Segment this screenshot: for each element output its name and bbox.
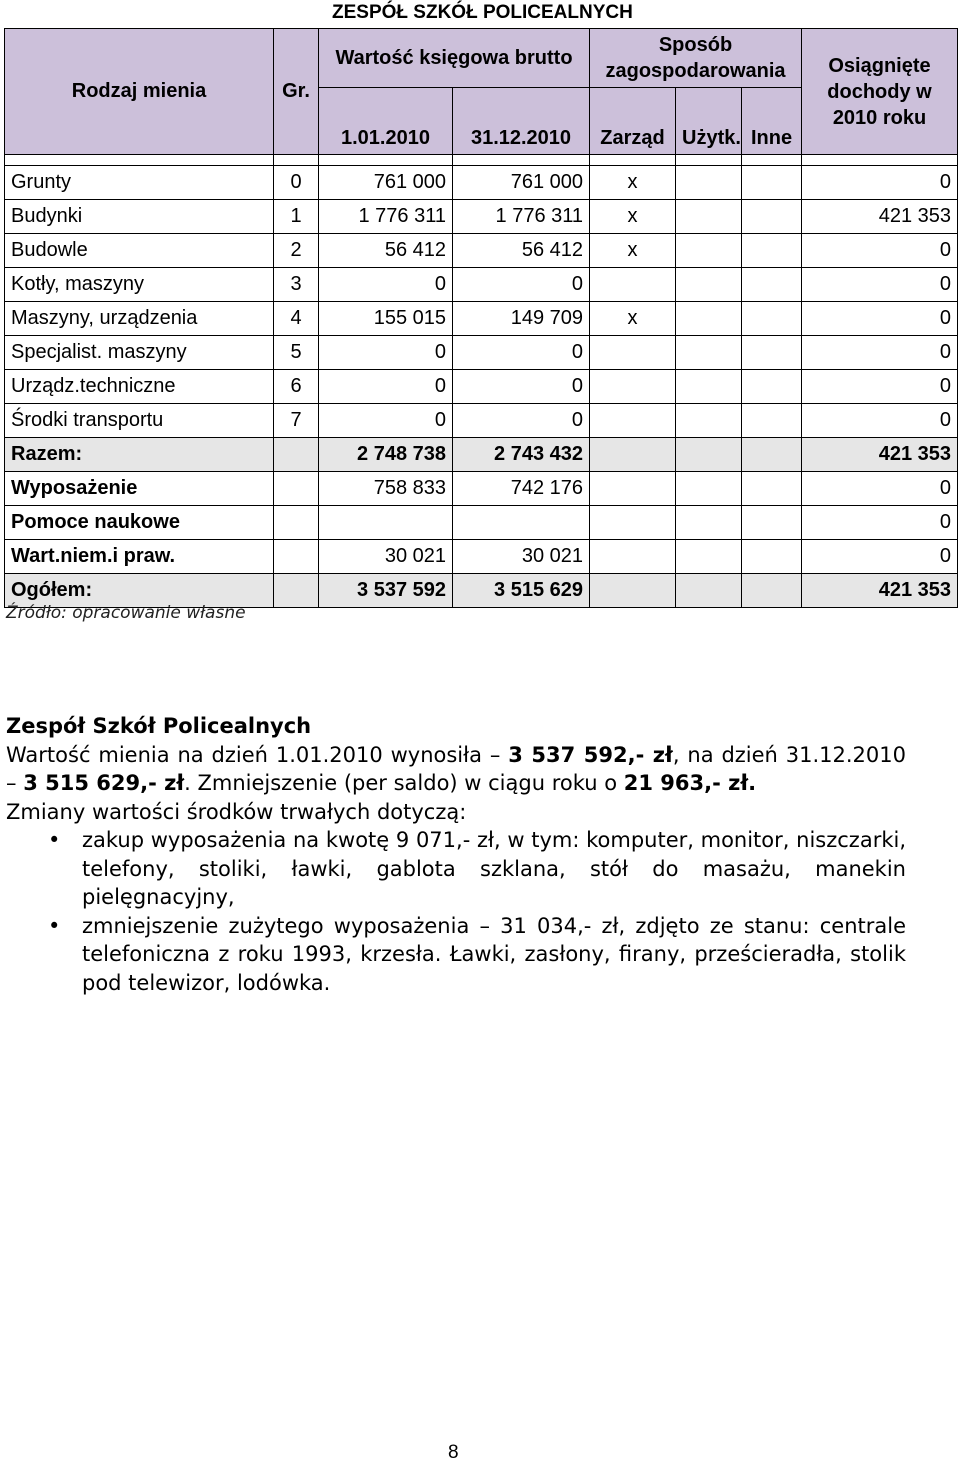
header-uzytk: Użytk. bbox=[676, 88, 742, 155]
value-end-cell: 0 bbox=[453, 336, 590, 370]
income-cell: 0 bbox=[802, 370, 958, 404]
razem-row bbox=[5, 438, 958, 472]
inne-cell bbox=[742, 472, 802, 506]
table-row bbox=[5, 540, 958, 574]
value-start-cell: 1 776 311 bbox=[319, 200, 453, 234]
value-start-cell: 0 bbox=[319, 370, 453, 404]
zarzad-cell: x bbox=[590, 302, 676, 336]
inne-cell bbox=[742, 336, 802, 370]
group-cell: 1 bbox=[274, 200, 319, 234]
value-start-cell bbox=[319, 506, 453, 540]
group-cell: 5 bbox=[274, 336, 319, 370]
zarzad-cell bbox=[590, 438, 676, 472]
changes-intro: Zmiany wartości środków trwałych dotyczą: bbox=[6, 799, 467, 824]
asset-name-cell: Grunty bbox=[5, 166, 274, 200]
asset-name-cell: Kotły, maszyny bbox=[5, 268, 274, 302]
value-end-cell: 742 176 bbox=[453, 472, 590, 506]
income-cell: 0 bbox=[802, 302, 958, 336]
value-end-cell: 3 515 629 bbox=[453, 574, 590, 608]
inne-cell bbox=[742, 574, 802, 608]
asset-name-cell: Ogółem: bbox=[5, 574, 274, 608]
value-end-cell: 0 bbox=[453, 370, 590, 404]
uzytk-cell bbox=[676, 336, 742, 370]
uzytk-cell bbox=[676, 540, 742, 574]
zarzad-cell: x bbox=[590, 234, 676, 268]
asset-name-cell: Maszyny, urządzenia bbox=[5, 302, 274, 336]
header-wartosc-ksiegowa: Wartość księgowa brutto bbox=[319, 29, 590, 88]
value-end-cell: 1 776 311 bbox=[453, 200, 590, 234]
header-date-end: 31.12.2010 bbox=[453, 88, 590, 155]
asset-name-cell: Urządz.techniczne bbox=[5, 370, 274, 404]
page-number: 8 bbox=[448, 1442, 459, 1463]
income-cell: 0 bbox=[802, 336, 958, 370]
zarzad-cell bbox=[590, 574, 676, 608]
zarzad-cell bbox=[590, 540, 676, 574]
group-cell: 4 bbox=[274, 302, 319, 336]
table-row bbox=[5, 234, 958, 268]
income-cell: 0 bbox=[802, 268, 958, 302]
uzytk-cell bbox=[676, 200, 742, 234]
group-cell: 6 bbox=[274, 370, 319, 404]
table-row bbox=[5, 370, 958, 404]
bullet-icon: • bbox=[48, 913, 61, 938]
zarzad-cell bbox=[590, 370, 676, 404]
group-cell bbox=[274, 438, 319, 472]
uzytk-cell bbox=[676, 268, 742, 302]
uzytk-cell bbox=[676, 438, 742, 472]
uzytk-cell bbox=[676, 404, 742, 438]
inne-cell bbox=[742, 200, 802, 234]
table-row bbox=[5, 200, 958, 234]
zarzad-cell bbox=[590, 472, 676, 506]
header-sposob-zagospodarowania: Sposób zagospodarowania bbox=[590, 29, 802, 88]
value-summary-paragraph: Wartość mienia na dzień 1.01.2010 wynosiła – 3 537 592,- zł, na dzień 31.12.2010 – 3 515 629,- zł. Zmniejszenie (per saldo) w ciągu roku o 21 963,- zł. bbox=[6, 742, 906, 795]
zarzad-cell bbox=[590, 404, 676, 438]
zarzad-cell: x bbox=[590, 200, 676, 234]
value-start-cell: 0 bbox=[319, 404, 453, 438]
group-cell bbox=[274, 472, 319, 506]
group-cell bbox=[274, 506, 319, 540]
table-row bbox=[5, 472, 958, 506]
asset-name-cell: Budowle bbox=[5, 234, 274, 268]
group-cell bbox=[274, 574, 319, 608]
value-end-cell bbox=[453, 506, 590, 540]
uzytk-cell bbox=[676, 166, 742, 200]
inne-cell bbox=[742, 302, 802, 336]
value-start-cell: 758 833 bbox=[319, 472, 453, 506]
uzytk-cell bbox=[676, 506, 742, 540]
value-end-cell: 761 000 bbox=[453, 166, 590, 200]
income-cell: 0 bbox=[802, 472, 958, 506]
header-zarzad: Zarząd bbox=[590, 88, 676, 155]
source-note: Źródło: opracowanie własne bbox=[6, 603, 246, 623]
value-start-cell: 2 748 738 bbox=[319, 438, 453, 472]
section-title: Zespół Szkół Policealnych bbox=[6, 714, 312, 738]
header-gap-row bbox=[5, 155, 958, 166]
header-rodzaj-mienia: Rodzaj mienia bbox=[5, 29, 274, 155]
header-gr: Gr. bbox=[274, 29, 319, 155]
table-row bbox=[5, 506, 958, 540]
zarzad-cell bbox=[590, 506, 676, 540]
value-end-cell: 0 bbox=[453, 404, 590, 438]
value-start-cell: 155 015 bbox=[319, 302, 453, 336]
value-start-cell: 3 537 592 bbox=[319, 574, 453, 608]
inne-cell bbox=[742, 234, 802, 268]
uzytk-cell bbox=[676, 472, 742, 506]
uzytk-cell bbox=[676, 574, 742, 608]
inne-cell bbox=[742, 404, 802, 438]
header-inne: Inne bbox=[742, 88, 802, 155]
inne-cell bbox=[742, 166, 802, 200]
income-cell: 421 353 bbox=[802, 438, 958, 472]
inne-cell bbox=[742, 540, 802, 574]
income-cell: 0 bbox=[802, 506, 958, 540]
uzytk-cell bbox=[676, 234, 742, 268]
asset-name-cell: Razem: bbox=[5, 438, 274, 472]
zarzad-cell bbox=[590, 268, 676, 302]
table-row bbox=[5, 404, 958, 438]
changes-list bbox=[6, 826, 906, 997]
value-end-cell: 56 412 bbox=[453, 234, 590, 268]
zarzad-cell bbox=[590, 336, 676, 370]
asset-name-cell: Wyposażenie bbox=[5, 472, 274, 506]
group-cell: 7 bbox=[274, 404, 319, 438]
asset-name-cell: Budynki bbox=[5, 200, 274, 234]
value-start-cell: 0 bbox=[319, 336, 453, 370]
income-cell: 421 353 bbox=[802, 574, 958, 608]
inne-cell bbox=[742, 438, 802, 472]
asset-name-cell: Pomoce naukowe bbox=[5, 506, 274, 540]
income-cell: 421 353 bbox=[802, 200, 958, 234]
income-cell: 0 bbox=[802, 234, 958, 268]
uzytk-cell bbox=[676, 302, 742, 336]
value-end-cell: 149 709 bbox=[453, 302, 590, 336]
asset-name-cell: Specjalist. maszyny bbox=[5, 336, 274, 370]
value-start-cell: 0 bbox=[319, 268, 453, 302]
list-item: • zakup wyposażenia na kwotę 9 071,- zł, w tym: komputer, monitor, niszczarki, telefony, stoliki, ławki, gablota szklana, stół do masażu, manekin pielęgnacyjny, bbox=[48, 828, 906, 909]
header-date-start: 1.01.2010 bbox=[319, 88, 453, 155]
value-end-cell: 2 743 432 bbox=[453, 438, 590, 472]
income-cell: 0 bbox=[802, 404, 958, 438]
header-osiagniete-dochody: Osiągnięte dochody w 2010 roku bbox=[802, 29, 958, 155]
asset-name-cell: Środki transportu bbox=[5, 404, 274, 438]
table-row bbox=[5, 336, 958, 370]
table-row bbox=[5, 268, 958, 302]
asset-name-cell: Wart.niem.i praw. bbox=[5, 540, 274, 574]
description-section bbox=[6, 712, 906, 997]
income-cell: 0 bbox=[802, 166, 958, 200]
value-end-cell: 0 bbox=[453, 268, 590, 302]
value-start-cell: 56 412 bbox=[319, 234, 453, 268]
group-cell: 2 bbox=[274, 234, 319, 268]
value-start-cell: 761 000 bbox=[319, 166, 453, 200]
page-heading: ZESPÓŁ SZKÓŁ POLICEALNYCH bbox=[332, 2, 633, 23]
group-cell: 3 bbox=[274, 268, 319, 302]
inne-cell bbox=[742, 370, 802, 404]
table-row bbox=[5, 302, 958, 336]
inne-cell bbox=[742, 506, 802, 540]
value-end-cell: 30 021 bbox=[453, 540, 590, 574]
zarzad-cell: x bbox=[590, 166, 676, 200]
income-cell: 0 bbox=[802, 540, 958, 574]
group-cell: 0 bbox=[274, 166, 319, 200]
group-cell bbox=[274, 540, 319, 574]
list-item: • zmniejszenie zużytego wyposażenia – 31 034,- zł, zdjęto ze stanu: centrale telefoniczna z roku 1993, krzesła. Ławki, zasłony, firany, prześcieradła, stolik pod telewizor, lodówka. bbox=[48, 913, 906, 995]
uzytk-cell bbox=[676, 370, 742, 404]
assets-table bbox=[4, 28, 958, 608]
value-start-cell: 30 021 bbox=[319, 540, 453, 574]
table-row bbox=[5, 166, 958, 200]
bullet-icon: • bbox=[48, 828, 61, 852]
inne-cell bbox=[742, 268, 802, 302]
